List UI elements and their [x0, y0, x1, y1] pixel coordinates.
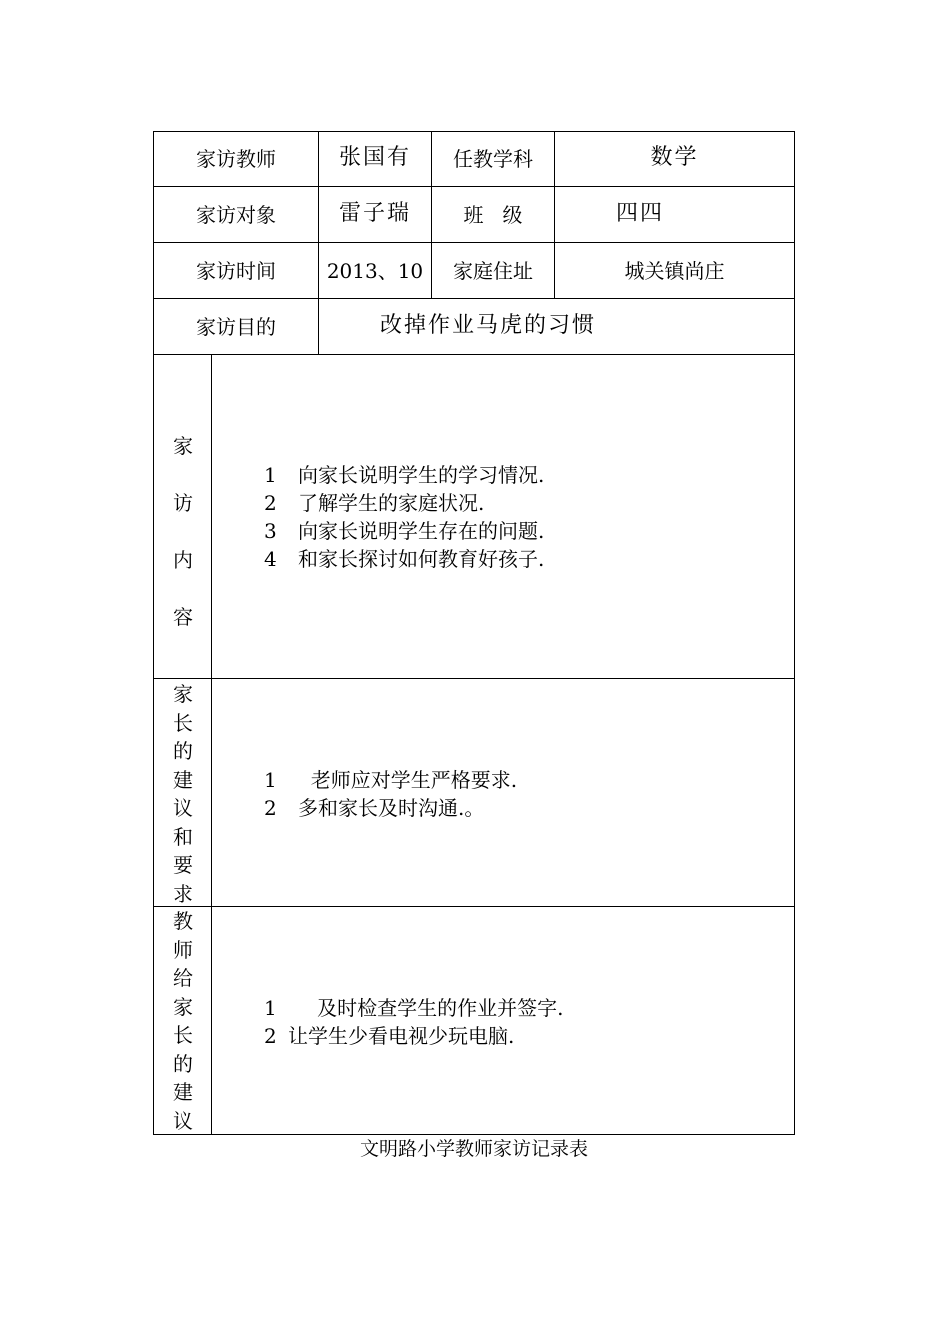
- content-label: 家访内容: [173, 434, 193, 629]
- parent-advice-label: 家长的建议和要求: [173, 682, 193, 906]
- table-rule: [211, 354, 212, 1135]
- teacher-value: 张国有: [338, 145, 411, 170]
- class-label: 班 级: [463, 203, 523, 227]
- target-label: 家访对象: [196, 203, 276, 227]
- subject-label: 任教学科: [453, 147, 533, 171]
- list-item: 2 让学生少看电视少玩电脑.: [264, 1024, 515, 1048]
- target-value: 雷子瑞: [338, 201, 411, 226]
- list-item: 2 多和家长及时沟通.。: [264, 796, 485, 820]
- time-value: 2013、10: [326, 259, 424, 283]
- content-list: [264, 461, 544, 573]
- teacher-label: 家访教师: [196, 147, 276, 171]
- table-border-top: [153, 131, 795, 132]
- list-item: 2 了解学生的家庭状况.: [264, 491, 485, 515]
- form-caption: 文明路小学教师家访记录表: [359, 1138, 588, 1160]
- list-item: 1 向家长说明学生的学习情况.: [264, 463, 545, 487]
- purpose-value: 改掉作业马虎的习惯: [380, 313, 597, 338]
- list-item: 1 老师应对学生严格要求.: [264, 768, 518, 792]
- class-value: 四四: [616, 201, 665, 226]
- address-label: 家庭住址: [453, 259, 533, 283]
- table-border-right: [794, 131, 795, 1135]
- table-rule: [153, 906, 795, 907]
- table-rule: [153, 354, 795, 355]
- subject-value: 数学: [650, 145, 699, 170]
- address-value: 城关镇尚庄: [624, 259, 725, 283]
- list-item: 3 向家长说明学生存在的问题.: [264, 519, 545, 543]
- table-border-bottom: [153, 1134, 795, 1135]
- purpose-label: 家访目的: [196, 315, 276, 339]
- parent-advice-list: [264, 766, 517, 822]
- teacher-advice-label: 教师给家长的建议: [173, 909, 193, 1133]
- table-rule: [153, 186, 795, 187]
- teacher-advice-list: [264, 994, 563, 1050]
- table-rule: [153, 242, 795, 243]
- list-item: 1 及时检查学生的作业并签字.: [264, 996, 564, 1020]
- time-label: 家访时间: [196, 259, 276, 283]
- table-rule: [153, 298, 795, 299]
- list-item: 4 和家长探讨如何教育好孩子.: [264, 547, 545, 571]
- table-rule: [153, 678, 795, 679]
